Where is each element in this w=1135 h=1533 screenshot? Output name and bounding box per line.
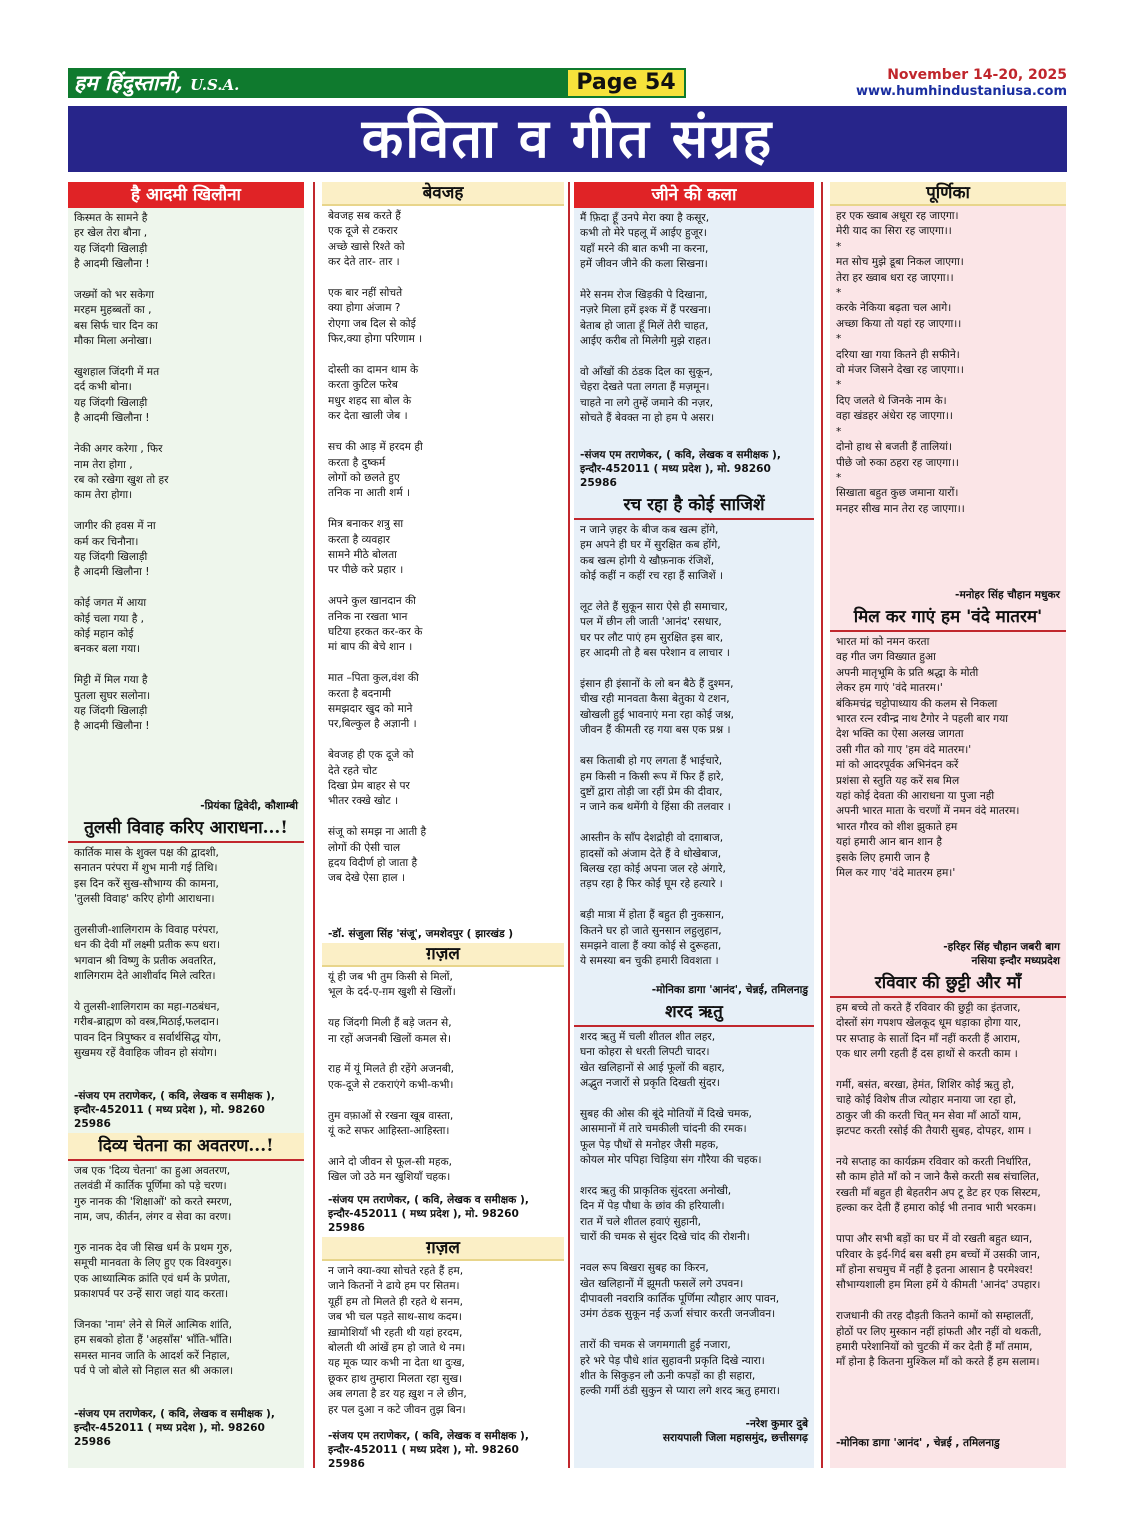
column-2	[322, 182, 564, 1468]
poem-author: -प्रियंका द्विवेदी, कौशाम्बी	[200, 800, 298, 812]
poem-body: कार्तिक मास के शुक्ल पक्ष की द्वादशी, सनातन परंपरा में शुभ मानी गई तिथि। इस दिन करें सुख-सौभाग्य की कामना, 'तुलसी विवाह' करिए होगी आराधना। तुलसीजी-शालिगराम के विवाह परंपरा, धन की देवी माँ लक्ष्मी प्रतीक रूप धरा। भगवान श्री विष्णु के प्रतीक अवतरित, शालिगराम देते आशीर्वाद मिले त्वरित। ये तुलसी-शालिगराम का महा-गठबंधन, गरीब-ब्राह्मण को वस्त्र,मिठाई,फलदान। पावन दिन त्रिपुष्कर व सर्वार्थसिद्ध योग, सुखमय रहें वैवाहिक जीवन हो संयोग।	[74, 847, 222, 1060]
poem-author: -मोनिका डागा 'आनंद' , चेन्नई , तमिलनाडु	[836, 1437, 1000, 1449]
poem-author: -संजय एम तराणेकर, ( कवि, लेखक व समीक्षक ), इन्दौर-452011 ( मध्य प्रदेश ), मो. 98260 25986	[74, 1090, 275, 1130]
poem-title: रविवार की छुट्टी और माँ	[830, 970, 1066, 998]
column-4	[830, 182, 1066, 1468]
poem-title: जीने की कला	[574, 182, 814, 208]
poem-body: जब एक 'दिव्य चेतना' का हुआ अवतरण, तलवंडी में कार्तिक पूर्णिमा को पड़े चरण। गुरु नानक की 'शिक्षाओं' को करते स्मरण, नाम, जप, कीर्तन, लंगर व सेवा का वरण। गुरु नानक देव जी सिख धर्म के प्रथम गुरु, समूची मानवता के लिए हुए एक विश्वगुरु। एक आध्यात्मिक क्रांति एवं धर्म के प्रणेता, प्रकाशपर्व पर उन्हें सारा जहां याद करता। जिनका 'नाम' लेने से मिलें आत्मिक शांति, हम सबको होता हैं 'अहसाँस' भाँति-भाँति। समस्त मानव जाति के आदर्श करें निहाल, पर्व पे जो बोले सो निहाल सत श्री अकाल।	[74, 1165, 234, 1378]
poem-title: पूर्णिका	[830, 182, 1066, 206]
poem-title: तुलसी विवाह करिए आराधना...!	[68, 815, 304, 843]
column-divider	[821, 182, 823, 1468]
masthead	[68, 68, 566, 98]
poem-body: शरद ऋतु में चली शीतल शीत लहर, घना कोहरा से धरती लिपटी चादर। खेत खलिहानों से आई फूलों की बहार, अद्भुत नजारों से प्रकृति दिखती सुंदर। सुबह की ओस की बूंदे मोतियों में दिखे चमक, आसमानों में तारे चमकीली चांदनी की रमक। फूल पेड़ पौधों से मनोहर जैसी महक, कोयल मोर पपिहा चिड़िया संग गौरैया की चहक। शरद ऋतु की प्राकृतिक सुंदरता अनोखी, दिन में पेड़ पौधा के छांव की हरियाली। रात में चले शीतल हवाएं सुहानी, चारों की चमक से सुंदर दिखे चांद की रोशनी। नवल रूप बिखरा सुबह का किरन, खेत खलिहानों में झूमती फसलें लगे उपवन। दीपावली नवरात्रि कार्तिक पूर्णिमा त्यौहार आए पावन, उमंग ठंडक सुकून नई ऊर्जा संचार करती जनजीवन। तारों की चमक से जगमगाती हुई नजारा, हरे भरे पेड़ पौधे शांत सुहावनी प्रकृति दिखे न्यारा। शीत के सिकुड़न लौ ऊनी कपड़ों का ही सहारा, हल्की गर्मी ठंडी सुकुन से प्यारा लगे शरद ऋतु हमारा।	[580, 1031, 780, 1398]
poem-body: यूं ही जब भी तुम किसी से मिलों, भूल के दर्द-ए-ग़म खुशी से खिलों। यह जिंदगी मिली हैं बड़े जतन से, ना रहों अजनबी खिलों कमल से। राह में यूं मिलते ही रहेंगे अजनबी, एक-दूजे से टकराएंगे कभी-कभी। तुम वफ़ाओं से रखना खूब वास्ता, यूं कटे सफर आहिस्ता-आहिस्ता। आने दो जीवन से फूल-सी महक, खिल जो उठे मन खुशियाँ चहक।	[328, 971, 456, 1184]
column-1	[68, 182, 304, 1468]
column-divider	[313, 182, 315, 1468]
poem-author: -संजय एम तराणेकर, ( कवि, लेखक व समीक्षक ), इन्दौर-452011 ( मध्य प्रदेश ), मो. 98260 25986	[74, 1408, 275, 1448]
column-divider	[568, 182, 570, 1468]
poem-title: ग़ज़ल	[322, 1237, 564, 1261]
website-link[interactable]: www.humhindustaniusa.com	[855, 84, 1067, 99]
poem-title: ग़ज़ल	[322, 943, 564, 967]
poem-author: -मोनिका डागा 'आनंद', चेन्नई, तमिलनाडु	[651, 984, 808, 996]
poem-body: किस्मत के सामने है हर खेल तेरा बौना , यह जिंदगी खिलाड़ी है आदमी खिलौना ! जख्मों को भर सकेगा मरहम मुहब्बतों का , बस सिर्फ चार दिन का मौका मिला अनोखा। खुशहाल जिंदगी में मत दर्द कभी बोना। यह जिंदगी खिलाड़ी है आदमी खिलौना ! नेकी अगर करेगा , फिर नाम तेरा होगा , रब को रखेगा खुश तो हर काम तेरा होगा। जागीर की हवस में ना कर्म कर चिनौना। यह जिंदगी खिलाड़ी है आदमी खिलौना ! कोई जगत में आया कोई चला गया है , कोई महान कोई बनकर बला गया। मिट्टी में मिल गया है पुतला सुघर सलोना। यह जिंदगी खिलाड़ी है आदमी खिलौना !	[74, 212, 169, 733]
poem-body: भारत मां को नमन करता वह गीत जग विख्यात हुआ अपनी मातृभूमि के प्रति श्रद्धा के मोती लेकर हम गाएं 'वंदे मातरम।' बंकिमचंद्र चट्टोपाध्याय की कलम से निकला भारत रत्न रवीन्द्र नाथ टैगोर ने पहली बार गया देश भक्ति का ऐसा अलख जागता उसी गीत को गाए 'हम वंदे मातरम।' मां को आदरपूर्वक अभिनंदन करें प्रशंसा से स्तुति यह करें सब मिल यहां कोई देवता की आराधना या पुजा नही अपनी भारत माता के चरणों में नमन वंदे मातरम। भारत गौरव को शीश झुकाते हम यहां हमारी आन बान शान है इसके लिए हमारी जान है मिल कर गाए 'वंदे मातरम हम।'	[836, 636, 1020, 880]
poem-author: -मनोहर सिंह चौहान मधुकर	[955, 589, 1060, 601]
section-banner: कविता व गीत संग्रह	[68, 106, 1067, 172]
poem-title: शरद ऋतु	[574, 999, 814, 1027]
poem-author: -डॉ. संजुला सिंह 'संजू', जमशेदपुर ( झारखंड )	[328, 928, 514, 940]
poem-body: हम बच्चे तो करते हैं रविवार की छुट्टी का इंतजार, दोस्तों संग गपशप खेलकूद धूम धड़ाका होगा यार, पर सप्ताह के सातों दिन माँ नहीं करती हैं आराम, एक धार लगी रहती हैं दस हाथों से करती काम । गर्मी, बसंत, बरखा, हेमंत, शिशिर कोई ऋतु हो, चाहे कोई विशेष तीज त्योहार मनाया जा रहा हो, ठाकुर जी की करती चित् मन सेवा माँ आठों याम, झटपट करती रसोई की तैयारी सुबह, दोपहर, शाम । नये सप्ताह का कार्यक्रम रविवार को करती निर्धारित, सौ काम होते माँ को न जाने कैसे करती सब संचालित, रखती माँ बहुत ही बेहतरीन अप टू डेट हर एक सिस्टम, हल्का कर देती हैं हमारा कोई भी तनाव भारी भरकम। पापा और सभी बड़ों का घर में वो रखती बहुत ध्यान, परिवार के इर्द-गिर्द बस बसी हम बच्चों में उसकी जान, माँ होना सचमुच में नहीं है इतना आसान है परमेश्वर! सौभाग्यशाली हम मिला हमें ये कीमती 'आनंद' उपहार। राजधानी की तरह दौड़ती कितने कामों को सम्हालतीं, होठों पर लिए मुस्कान नहीं हांफती और नहीं वो थकती, हमारी परेशानियों को चुटकी में कर देती हैं माँ तमाम, माँ होना है कितना मुश्किल माँ को करते हैं हम सलाम।	[836, 1002, 1042, 1369]
poem-title: रच रहा है कोई साजिशें	[574, 492, 814, 520]
poem-body: मैं फ़िदा हूँ उनपे मेरा क्या है कसूर, कभी तो मेरे पहलू में आईए हुजूर। यहाँ मरने की बात कभी ना करना, हमें जीवन जीने की कला सिखना। मेरे सनम रोज खिड़की पे दिखाना, नज़रे मिला हमें इश्क में हैं परखना। बेताब हो जाता हूँ मिलें तेरी चाहत, आईए करीब तो मिलेगी मुझे राहत। वो आँखों की ठंडक दिल का सुकून, चेहरा देखते पता लगता हैं मज़मून। चाहते ना लगे तुम्हें जमाने की नज़र, सोचते हैं बेवक्त ना हो हम पे असर।	[580, 212, 715, 425]
poem-title: दिव्य चेतना का अवतरण...!	[68, 1133, 304, 1161]
page-number: Page 54	[566, 68, 686, 98]
poem-body: हर एक ख्वाब अधूरा रह जाएगा। मेरी याद का सिरा रह जाएगा।। * मत सोच मुझे डूबा निकल जाएगा। तेरा हर ख्वाब धरा रह जाएगा।। * करके नेकिया बढ़ता चल आगे। अच्छा किया तो यहां रह जाएगा।। * दरिया खा गया कितने ही सफीने। वो मंजर जिसने देखा रह जाएगा।। * दिए जलते थे जिनके नाम के। वहा खंडहर अंधेरा रह जाएगा।। * दोनो हाथ से बजती हैं तालियां। पीछे जो रुका ठहरा रह जाएगा।। * सिखाता बहुत कुछ जमाना यारों। मनहर सीख मान तेरा रह जाएगा।।	[836, 210, 965, 515]
column-3	[574, 182, 814, 1468]
poem-title: मिल कर गाएं हम 'वंदे मातरम'	[830, 604, 1066, 632]
paper-name: हम हिंदुस्तानी,	[74, 70, 183, 95]
poem-author: -नरेश कुमार दुबे सरायपाली जिला महासमुंद, छत्तीसगढ़	[662, 1418, 808, 1444]
poem-author: -संजय एम तराणेकर, ( कवि, लेखक व समीक्षक ), इन्दौर-452011 ( मध्य प्रदेश ), मो. 98260 25986	[328, 1194, 529, 1234]
poem-author: -संजय एम तराणेकर, ( कवि, लेखक व समीक्षक ), इन्दौर-452011 ( मध्य प्रदेश ), मो. 98260 25986	[580, 449, 781, 489]
poem-author: -हरिहर सिंह चौहान जबरी बाग नसिया इन्दौर मध्यप्रदेश	[943, 941, 1060, 967]
issue-date: November 14-20, 2025	[887, 67, 1067, 83]
poem-body: बेवजह सब करते हैं एक दूजे से टकरार अच्छे खासे रिश्ते को कर देते तार- तार । एक बार नहीं सोचते क्या होगा अंजाम ? रोएगा जब दिल से कोई फिर,क्या होगा परिणाम । दोस्ती का दामन थाम के करता कुटिल फरेब मधुर शहद सा बोल के कर देता खाली जेब । सच की आड़ में हरदम ही करता है दुष्कर्म लोगों को छलते हुए तनिक ना आती शर्म । मित्र बनाकर शत्रु सा करता है व्यवहार सामने मीठे बोलता पर पीछे करे प्रहार । अपने कुल खानदान की तनिक ना रखता भान घटिया हरकत कर-कर के मां बाप की बेचे शान । मात –पिता कुल,वंश की करता है बदनामी समझदार खुद को माने पर,बिल्कुल है अज्ञानी । बेवजह ही एक दूजे को देते रहते चोट दिखा प्रेम बाहर से पर भीतर रक्खे खोट । संजू को समझ ना आती है लोगों की ऐसी चाल हृदय विदीर्ण हो जाता है जब देखे ऐसा हाल ।	[328, 210, 427, 885]
poem-title: है आदमी खिलौना	[68, 182, 304, 208]
poem-title: बेवजह	[322, 182, 564, 206]
poem-author: -संजय एम तराणेकर, ( कवि, लेखक व समीक्षक ), इन्दौर-452011 ( मध्य प्रदेश ), मो. 98260 25986	[328, 1430, 529, 1468]
paper-suffix: U.S.A.	[190, 76, 240, 94]
poem-body: न जाने क्या-क्या सोचते रहते हैं हम, जाने कितनों ने ढाये हम पर सितम। यूहीं हम तो मिलते ही रहते थे सनम, जब भी चल पड़ते साथ-साथ कदम। ख़ामोशियाँ भी रहती थी यहां हरदम, बोलती थी आंखें हम हो जाते थे नम। यह मूक प्यार कभी ना देता था दुःख, छूकर हाथ तुम्हारा मिलता रहा सुख। अब लगता है डर यह ख़ुश न ले छीन, हर पल दुआ न कटे जीवन तुझ बिन।	[328, 1265, 467, 1416]
poem-body: न जाने ज़हर के बीज कब खत्म होंगे, हम अपने ही घर में सुरक्षित कब होंगे, कब खत्म होगी ये खौफ़नाक रंजिशें, कोई कहीं न कहीं रच रहा हैं साजिशें । लूट लेते हैं सुकून सारा ऐसे ही समाचार, पल में छीन ली जाती 'आनंद' रसधार, घर पर लौट पाएं हम सुरक्षित इस बार, हर आदमी तो है बस परेशान व लाचार । इंसान ही इंसानों के लो बन बैठे हैं दुश्मन, चीख रही मानवता कैसा बेतुका ये टशन, खोखली हुई भावनाएं मना रहा कोई जश्न, जीवन हैं कीमती रह गया बस एक प्रश्न । बस किताबी हो गए लगता हैं भाईचारे, हम किसी न किसी रूप में फिर हैं हारे, दुष्टों द्वारा तोड़ी जा रहीं प्रेम की दीवार, न जाने कब थमेंगी ये हिंसा की तलवार । आस्तीन के साँप देशद्रोही वो दग़ाबाज, हादसों को अंजाम देते हैं वे धोखेबाज, बिलख रहा कोई अपना जल रहे अंगारे, तड़प रहा है फिर कोई घूम रहे हत्यारे । बड़ी मात्रा में होता हैं बहुत ही नुकसान, कितने घर हो जाते सुनसान लहुलुहान, समझने वाला हैं क्या कोई से दुरूहता, ये समस्या बन चुकी हमारी विवशता ।	[580, 524, 735, 968]
